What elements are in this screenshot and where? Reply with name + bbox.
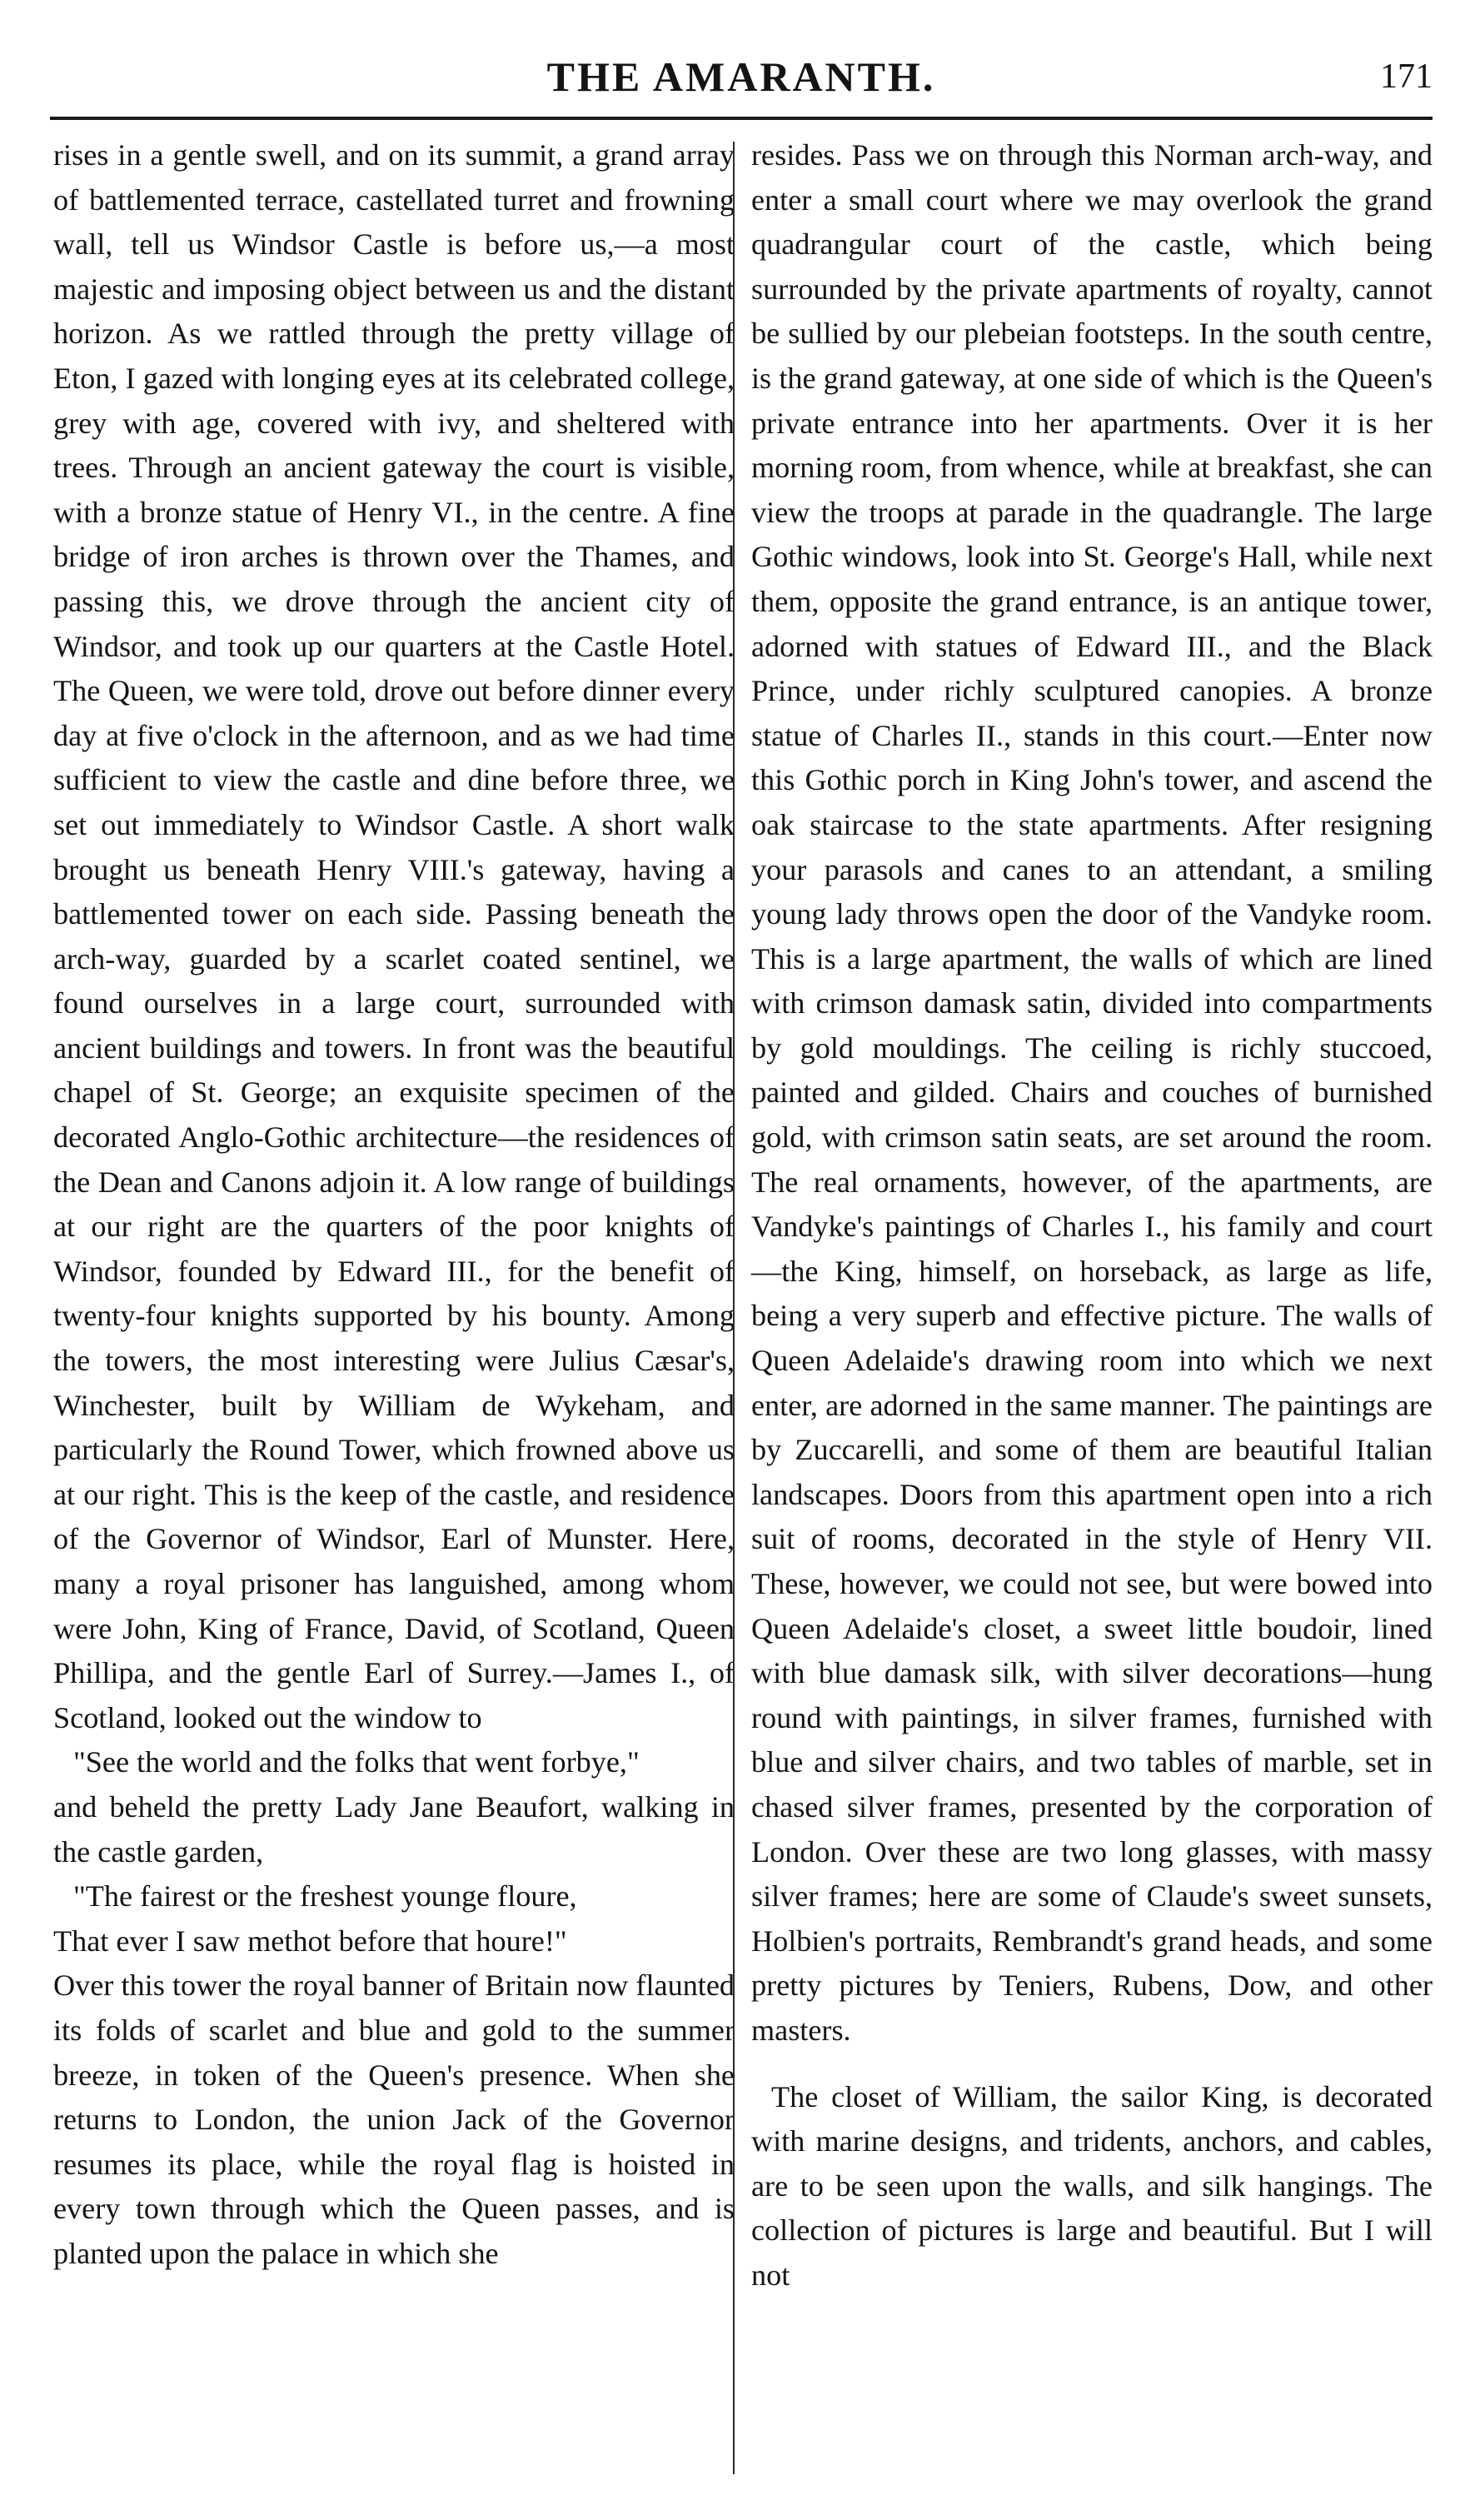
left-column: [53, 133, 735, 2277]
right-column: [751, 133, 1433, 2298]
page-header: [50, 43, 1433, 110]
left-paragraph-3: Over this tower the royal banner of Britain now flaunted its folds of scarlet and blue and gold to the summer breeze, in token of the Queen's presence. When she returns to London, the union Jack of the Governor resumes its place, while the royal flag is hoisted in every town through which the Queen passes, and is planted upon the palace in which she: [53, 1969, 735, 2270]
left-quote-2-line-1: "The fairest or the freshest younge floure,: [73, 1879, 577, 1914]
right-paragraph-1: resides. Pass we on through this Norman arch-way, and enter a small court where we may overlook the grand quadrangular court of the castle, which being surrounded by the private apartments of royalty, cannot be sullied by our plebeian footsteps. In the south centre, is the grand gateway, at one side of which is the Queen's private entrance into her apartments. Over it is her morning room, from whence, while at breakfast, she can view the troops at parade in the quadrangle. The large Gothic windows, look into St. George's Hall, while next them, opposite the grand entrance, is an antique tower, adorned with statues of Edward III., and the Black Prince, under richly sculptured canopies. A bronze statue of Charles II., stands in this court.—Enter now this Gothic porch in King John's tower, and ascend the oak staircase to the state apartments. After resigning your parasols and canes to an attendant, a smiling young lady throws open the door of the Vandyke room. This is a large apartment, the walls of which are lined with crimson damask satin, divided into compartments by gold mouldings. The ceiling is richly stuccoed, painted and gilded. Chairs and couches of burnished gold, with crimson satin seats, are set around the room. The real ornaments, however, of the apartments, are Vandyke's paintings of Charles I., his family and court—the King, himself, on horseback, as large as life, being a very superb and effective picture. The walls of Queen Adelaide's drawing room into which we next enter, are adorned in the same manner. The paintings are by Zuccarelli, and some of them are beautiful Italian landscapes. Doors from this apartment open into a rich suit of rooms, decorated in the style of Henry VII. These, however, we could not see, but were bowed into Queen Adelaide's closet, a sweet little boudoir, lined with blue damask silk, with silver decorations—hung round with paintings, in silver frames, furnished with blue and silver chairs, and two tables of marble, set in chased silver frames, presented by the corporation of London. Over these are two long glasses, with massy silver frames; here are some of Claude's sweet sunsets, Holbien's portraits, Rembrandt's grand heads, and some pretty pictures by Teniers, Rubens, Dow, and other masters.: [751, 138, 1433, 2047]
journal-title: THE AMARANTH.: [546, 53, 936, 100]
header-rule: [50, 117, 1433, 120]
left-paragraph-1: rises in a gentle swell, and on its summit, a grand array of battlemented terrace, castellated turret and frowning wall, tell us Windsor Castle is before us,—a most majestic and imposing object between us and the distant horizon. As we rattled through the pretty village of Eton, I gazed with longing eyes at its celebrated college, grey with age, covered with ivy, and sheltered with trees. Through an ancient gateway the court is visible, with a bronze statue of Henry VI., in the centre. A fine bridge of iron arches is thrown over the Thames, and passing this, we drove through the ancient city of Windsor, and took up our quarters at the Castle Hotel. The Queen, we were told, drove out before dinner every day at five o'clock in the afternoon, and as we had time sufficient to view the castle and dine before three, we set out immediately to Windsor Castle. A short walk brought us beneath Henry VIII.'s gateway, having a battlemented tower on each side. Passing beneath the arch-way, guarded by a scarlet coated sentinel, we found ourselves in a large court, surrounded with ancient buildings and towers. In front was the beautiful chapel of St. George; an exquisite specimen of the decorated Anglo-Gothic architecture—the residences of the Dean and Canons adjoin it. A low range of buildings at our right are the quarters of the poor knights of Windsor, founded by Edward III., for the benefit of twenty-four knights supported by his bounty. Among the towers, the most interesting were Julius Cæsar's, Winchester, built by William de Wykeham, and particularly the Round Tower, which frowned above us at our right. This is the keep of the castle, and residence of the Governor of Windsor, Earl of Munster. Here, many a royal prisoner has languished, among whom were John, King of France, David, of Scotland, Queen Phillipa, and the gentle Earl of Surrey.—James I., of Scotland, looked out the window to: [53, 138, 735, 1734]
page-number: 171: [1380, 57, 1433, 96]
column-divider: [733, 142, 735, 2474]
right-paragraph-2: The closet of William, the sailor King, is decorated with marine designs, and tridents, anchors, and cables, are to be seen upon the walls, and silk hangings. The collection of pictures is large and beautiful. But I will not: [751, 2079, 1433, 2292]
left-quote-1: "See the world and the folks that went forbye,": [73, 1745, 640, 1779]
left-paragraph-2: and beheld the pretty Lady Jane Beaufort, walking in the castle garden,: [53, 1789, 735, 1869]
left-quote-2-line-2: That ever I saw methot before that houre!": [53, 1924, 567, 1958]
